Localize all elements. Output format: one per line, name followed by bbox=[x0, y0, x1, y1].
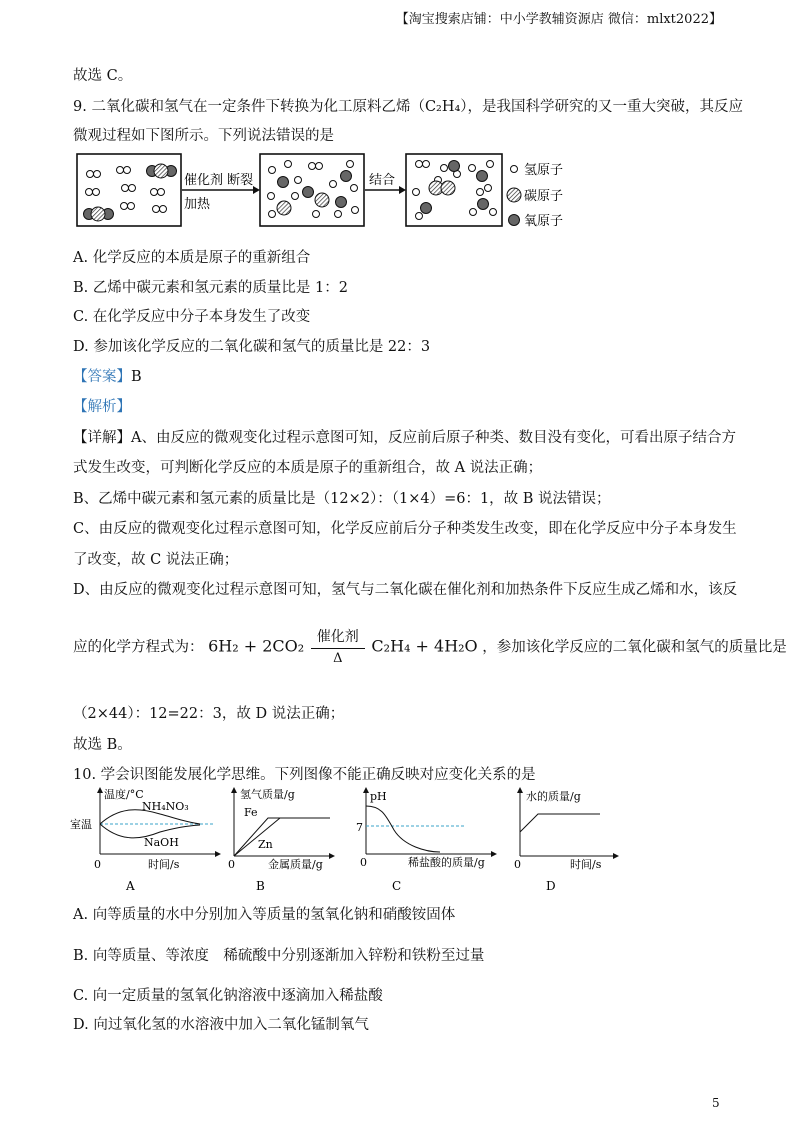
reaction-condition bbox=[311, 626, 365, 666]
graph-c-xlabel: 稀盐酸的质量/g bbox=[408, 856, 485, 869]
q9-detail-line4: C、由反应的微观变化过程示意图可知，化学反应前后分子种类发生改变，即在化学反应中分子本身发生 bbox=[73, 521, 737, 537]
graph-d-xlabel: 时间/s bbox=[570, 858, 602, 871]
graph-a-xlabel: 时间/s bbox=[148, 858, 180, 871]
page-header: 【淘宝搜索店铺：中小学教辅资源店 微信：mlxt2022】 bbox=[395, 12, 722, 27]
graph-c bbox=[356, 788, 496, 893]
q10-option-a: A. 向等质量的水中分别加入等质量的氢氧化钠和硝酸铵固体 bbox=[73, 907, 456, 923]
equation-suffix: ，参加该化学反应的二氧化碳和氢气的质量比是 bbox=[482, 639, 787, 656]
svg-text:碳原子: 碳原子 bbox=[524, 189, 564, 204]
q9-stem-line2: 微观过程如下图所示。下列说法错误的是 bbox=[73, 128, 334, 144]
prev-conclusion: 故选 C。 bbox=[73, 68, 133, 84]
svg-text:氧原子: 氧原子 bbox=[524, 214, 564, 229]
atom-legend bbox=[507, 163, 563, 229]
graph-b-caption: B bbox=[256, 879, 265, 893]
graph-b-curve2: Zn bbox=[258, 838, 273, 851]
q10-option-b: B. 向等质量、等浓度 稀硫酸中分别逐渐加入锌粉和铁粉至过量 bbox=[73, 948, 485, 964]
q10-graphs bbox=[70, 786, 630, 902]
q9-conclusion: 故选 B。 bbox=[73, 737, 132, 753]
svg-text:加热: 加热 bbox=[184, 197, 211, 212]
q9-option-d: D. 参加该化学反应的二氧化碳和氢气的质量比是 22：3 bbox=[73, 339, 431, 355]
products-box bbox=[406, 154, 502, 226]
analysis-tag: 【解析】 bbox=[73, 399, 131, 415]
q9-detail-line5: 了改变，故 C 说法正确； bbox=[73, 552, 239, 568]
q9-detail-end: （2×44）：12=22：3，故 D 说法正确； bbox=[73, 706, 345, 722]
graph-c-caption: C bbox=[392, 879, 402, 893]
atoms-box bbox=[260, 154, 364, 226]
graph-a-ref-label: 室温 bbox=[70, 818, 92, 831]
svg-text:氢原子: 氢原子 bbox=[524, 163, 564, 178]
q9-answer bbox=[73, 365, 142, 386]
graph-c-ylabel: pH bbox=[370, 790, 387, 803]
arrow-combine bbox=[365, 172, 406, 194]
q10-option-c: C. 向一定质量的氢氧化钠溶液中逐滴加入稀盐酸 bbox=[73, 988, 383, 1004]
graph-b-ylabel: 氢气质量/g bbox=[240, 788, 295, 801]
graph-b bbox=[228, 787, 334, 893]
q9-detail-line2: 式发生改变，可判断化学反应的本质是原子的重新组合，故 A 说法正确； bbox=[73, 460, 543, 476]
answer-tag: 【答案】 bbox=[73, 369, 131, 385]
equation-prefix: 应的化学方程式为： bbox=[73, 639, 204, 656]
svg-text:催化剂 断裂: 催化剂 断裂 bbox=[184, 173, 254, 188]
q9-detail-line1: 【详解】A、由反应的微观变化过程示意图可知，反应前后原子种类、数目没有变化，可看出原子结合方 bbox=[73, 430, 736, 446]
graph-d-caption: D bbox=[546, 879, 556, 893]
graph-a-curve1: NH₄NO₃ bbox=[142, 800, 189, 813]
q9-option-c: C. 在化学反应中分子本身发生了改变 bbox=[73, 309, 311, 325]
equation-right: C₂H₄ + 4H₂O bbox=[371, 636, 478, 656]
equation-line bbox=[73, 626, 787, 666]
q9-option-b: B. 乙烯中碳元素和氢元素的质量比是 1：2 bbox=[73, 280, 348, 296]
q9-detail-line6: D、由反应的微观变化过程示意图可知，氢气与二氧化碳在催化剂和加热条件下反应生成乙烯和水，该反 bbox=[73, 582, 738, 598]
graph-b-origin: 0 bbox=[228, 858, 235, 871]
graph-a-curve2: NaOH bbox=[144, 836, 179, 849]
reaction-diagram bbox=[76, 152, 596, 238]
svg-text:结合: 结合 bbox=[369, 173, 396, 188]
graph-d-origin: 0 bbox=[514, 858, 521, 871]
graph-a-ylabel: 温度/°C bbox=[104, 788, 144, 801]
q10-stem: 10. 学会识图能发展化学思维。下列图像不能正确反映对应变化关系的是 bbox=[73, 767, 536, 783]
graph-a-origin: 0 bbox=[94, 858, 101, 871]
graph-a bbox=[70, 787, 220, 893]
arrow-break bbox=[182, 172, 260, 212]
q9-detail-line3: B、乙烯中碳元素和氢元素的质量比是（12×2）：（1×4）=6：1，故 B 说法错误； bbox=[73, 491, 611, 507]
graph-c-ref-label: 7 bbox=[356, 821, 363, 834]
page-number: 5 bbox=[712, 1096, 720, 1110]
equation-left: 6H₂ + 2CO₂ bbox=[208, 636, 305, 656]
condition-heat: Δ bbox=[333, 651, 343, 666]
graph-c-origin: 0 bbox=[360, 856, 367, 869]
graph-b-curve1: Fe bbox=[244, 806, 258, 819]
condition-catalyst: 催化剂 bbox=[311, 626, 365, 649]
answer-value: B bbox=[131, 369, 142, 385]
q10-option-d: D. 向过氧化氢的水溶液中加入二氧化锰制氧气 bbox=[73, 1017, 369, 1033]
graph-a-caption: A bbox=[126, 879, 135, 893]
graph-d-ylabel: 水的质量/g bbox=[526, 790, 581, 803]
q9-option-a: A. 化学反应的本质是原子的重新组合 bbox=[73, 250, 311, 266]
graph-b-xlabel: 金属质量/g bbox=[268, 858, 323, 871]
graph-d bbox=[514, 788, 618, 893]
reactants-box bbox=[77, 154, 181, 226]
q9-stem-line1: 9. 二氧化碳和氢气在一定条件下转换为化工原料乙烯（C₂H₄），是我国科学研究的又一重大突破，其反应 bbox=[73, 99, 744, 115]
